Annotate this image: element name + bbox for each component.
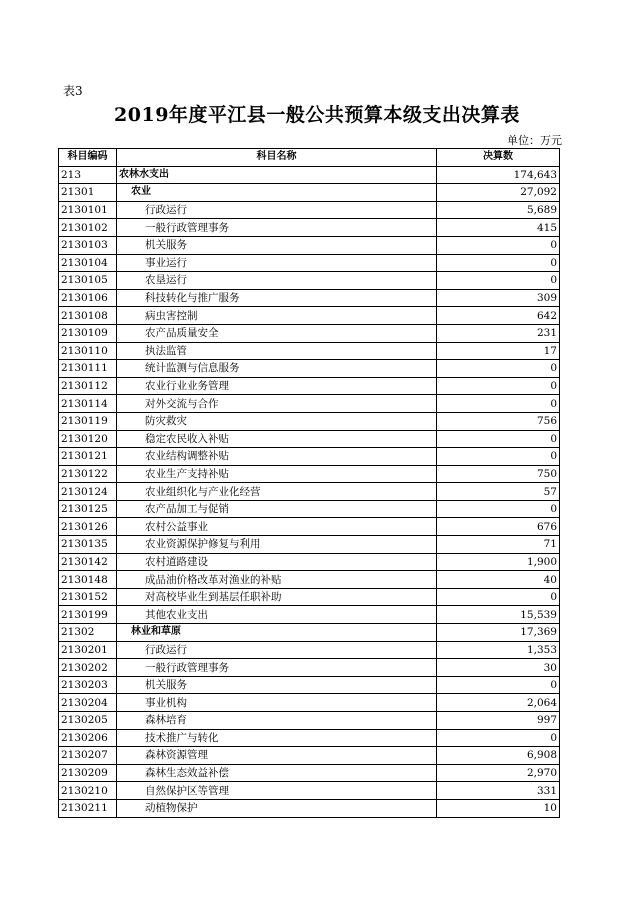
row-name-cell: 农业 [117,184,437,202]
row-name-cell: 事业运行 [117,254,437,272]
row-amount-cell: 756 [437,412,560,430]
table-row [59,536,560,554]
unit-label: 单位：万元 [507,134,562,147]
row-name-cell: 病虫害控制 [117,307,437,325]
table-row [59,729,560,747]
row-name-cell: 森林生态效益补偿 [117,764,437,782]
row-name-cell: 农业行业业务管理 [117,377,437,395]
table-row [59,799,560,817]
row-name-cell: 成品油价格改革对渔业的补贴 [117,571,437,589]
table-row [59,166,560,184]
row-amount-cell: 2,064 [437,694,560,712]
row-code-cell: 2130111 [59,360,117,378]
table-row [59,448,560,466]
row-name-cell: 农业资源保护修复与利用 [117,536,437,554]
table-row [59,553,560,571]
row-amount-cell: 415 [437,219,560,237]
table-row [59,272,560,290]
row-amount-cell: 750 [437,465,560,483]
row-name-cell: 农业组织化与产业化经营 [117,483,437,501]
row-amount-cell: 40 [437,571,560,589]
row-amount-cell: 676 [437,518,560,536]
row-name-cell: 行政运行 [117,201,437,219]
row-code-cell: 2130203 [59,676,117,694]
row-amount-cell: 30 [437,659,560,677]
row-code-cell: 2130148 [59,571,117,589]
row-name-cell: 行政运行 [117,641,437,659]
row-amount-cell: 71 [437,536,560,554]
table-header-row [59,149,560,167]
row-name-cell: 森林培育 [117,712,437,730]
row-amount-cell: 231 [437,324,560,342]
table-row [59,360,560,378]
row-amount-cell: 331 [437,782,560,800]
row-name-cell: 农业生产支持补贴 [117,465,437,483]
row-amount-cell: 0 [437,236,560,254]
row-amount-cell: 2,970 [437,764,560,782]
table-row [59,483,560,501]
table-row [59,641,560,659]
row-code-cell: 2130119 [59,412,117,430]
row-amount-cell: 15,539 [437,606,560,624]
row-code-cell: 2130114 [59,395,117,413]
row-name-cell: 对高校毕业生到基层任职补助 [117,588,437,606]
row-amount-cell: 0 [437,448,560,466]
row-amount-cell: 0 [437,588,560,606]
row-name-cell: 森林资源管理 [117,747,437,765]
row-name-cell: 农垦运行 [117,272,437,290]
budget-table [58,148,560,818]
row-code-cell: 2130101 [59,201,117,219]
row-amount-cell: 0 [437,360,560,378]
row-amount-cell: 27,092 [437,184,560,202]
table-row [59,236,560,254]
table-row [59,764,560,782]
row-code-cell: 2130207 [59,747,117,765]
row-name-cell: 事业机构 [117,694,437,712]
table-row [59,412,560,430]
row-name-cell: 一般行政管理事务 [117,219,437,237]
page-title: 2019年度平江县一般公共预算本级支出决算表 [114,104,520,126]
row-code-cell: 2130120 [59,430,117,448]
row-amount-cell: 0 [437,500,560,518]
row-amount-cell: 0 [437,729,560,747]
row-code-cell: 2130124 [59,483,117,501]
row-amount-cell: 0 [437,676,560,694]
row-code-cell: 2130142 [59,553,117,571]
row-name-cell: 机关服务 [117,236,437,254]
column-header-name: 科目名称 [117,149,437,167]
table-row [59,571,560,589]
table-row [59,184,560,202]
row-amount-cell: 1,353 [437,641,560,659]
table-row [59,342,560,360]
row-amount-cell: 997 [437,712,560,730]
row-name-cell: 农村道路建设 [117,553,437,571]
row-code-cell: 2130125 [59,500,117,518]
row-code-cell: 2130109 [59,324,117,342]
row-amount-cell: 17,369 [437,624,560,642]
table-row [59,676,560,694]
row-code-cell: 2130199 [59,606,117,624]
row-code-cell: 2130106 [59,289,117,307]
table-row [59,219,560,237]
row-code-cell: 2130152 [59,588,117,606]
row-code-cell: 2130104 [59,254,117,272]
row-code-cell: 2130209 [59,764,117,782]
row-amount-cell: 174,643 [437,166,560,184]
row-code-cell: 2130201 [59,641,117,659]
table-body [59,166,560,817]
row-amount-cell: 57 [437,483,560,501]
row-name-cell: 技术推广与转化 [117,729,437,747]
table-row [59,624,560,642]
table-row [59,395,560,413]
row-amount-cell: 17 [437,342,560,360]
row-code-cell: 213 [59,166,117,184]
row-amount-cell: 0 [437,272,560,290]
row-name-cell: 农产品质量安全 [117,324,437,342]
row-code-cell: 2130105 [59,272,117,290]
row-code-cell: 2130110 [59,342,117,360]
row-code-cell: 2130112 [59,377,117,395]
row-code-cell: 2130122 [59,465,117,483]
row-name-cell: 农业结构调整补贴 [117,448,437,466]
row-name-cell: 防灾救灾 [117,412,437,430]
table-row [59,377,560,395]
row-amount-cell: 642 [437,307,560,325]
row-name-cell: 一般行政管理事务 [117,659,437,677]
row-code-cell: 2130202 [59,659,117,677]
row-code-cell: 2130204 [59,694,117,712]
row-amount-cell: 6,908 [437,747,560,765]
row-amount-cell: 0 [437,377,560,395]
table-row [59,254,560,272]
table-row [59,606,560,624]
row-amount-cell: 0 [437,254,560,272]
row-code-cell: 21302 [59,624,117,642]
row-amount-cell: 10 [437,799,560,817]
row-code-cell: 2130102 [59,219,117,237]
row-code-cell: 2130205 [59,712,117,730]
table-number-label: 表3 [63,84,83,98]
column-header-amount: 决算数 [437,149,560,167]
row-name-cell: 机关服务 [117,676,437,694]
row-amount-cell: 0 [437,395,560,413]
table-row [59,324,560,342]
row-code-cell: 2130135 [59,536,117,554]
table-row [59,588,560,606]
row-code-cell: 2130121 [59,448,117,466]
table-row [59,694,560,712]
row-name-cell: 稳定农民收入补贴 [117,430,437,448]
row-name-cell: 自然保护区等管理 [117,782,437,800]
table-row [59,518,560,536]
table-row [59,465,560,483]
row-amount-cell: 309 [437,289,560,307]
row-name-cell: 科技转化与推广服务 [117,289,437,307]
table-row [59,289,560,307]
table-row [59,782,560,800]
row-name-cell: 对外交流与合作 [117,395,437,413]
row-code-cell: 2130108 [59,307,117,325]
row-code-cell: 2130103 [59,236,117,254]
row-code-cell: 2130206 [59,729,117,747]
table-row [59,500,560,518]
row-name-cell: 统计监测与信息服务 [117,360,437,378]
table-row [59,430,560,448]
row-code-cell: 21301 [59,184,117,202]
row-amount-cell: 0 [437,430,560,448]
table-row [59,712,560,730]
row-code-cell: 2130126 [59,518,117,536]
row-code-cell: 2130210 [59,782,117,800]
column-header-code: 科目编码 [59,149,117,167]
row-name-cell: 农村公益事业 [117,518,437,536]
table-row [59,307,560,325]
row-name-cell: 执法监管 [117,342,437,360]
row-name-cell: 其他农业支出 [117,606,437,624]
row-name-cell: 农产品加工与促销 [117,500,437,518]
row-name-cell: 林业和草原 [117,624,437,642]
row-amount-cell: 1,900 [437,553,560,571]
table-row [59,659,560,677]
table-row [59,747,560,765]
row-amount-cell: 5,689 [437,201,560,219]
row-name-cell: 动植物保护 [117,799,437,817]
table-row [59,201,560,219]
row-code-cell: 2130211 [59,799,117,817]
row-name-cell: 农林水支出 [117,166,437,184]
